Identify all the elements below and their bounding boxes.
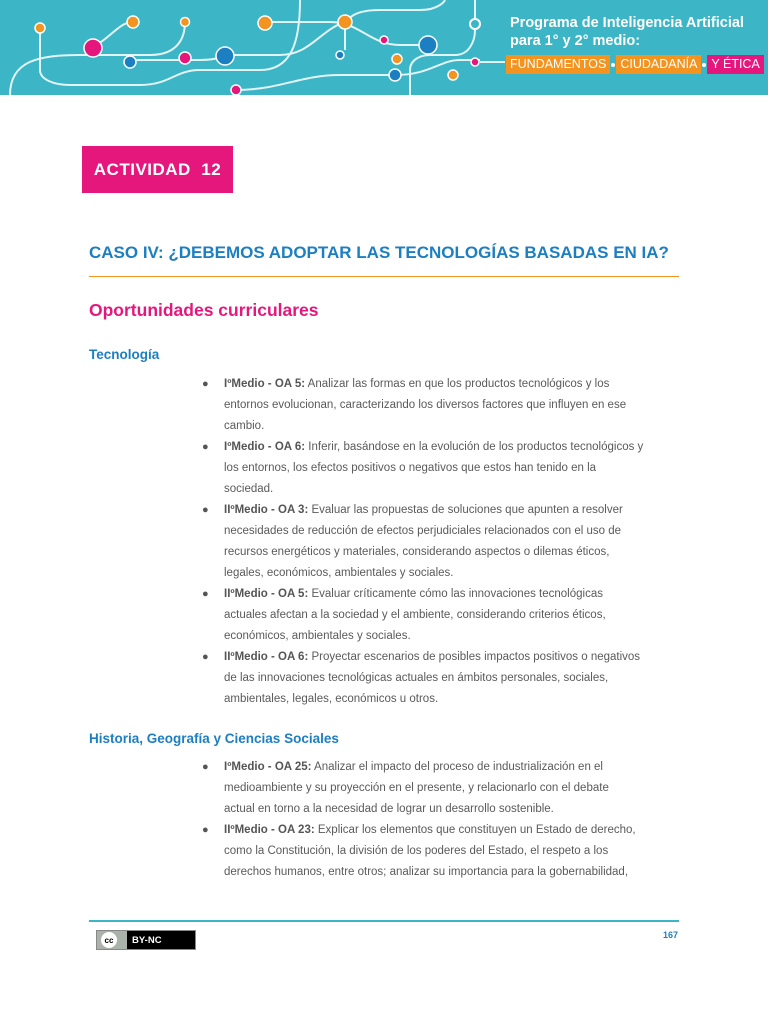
objective-text-line: actuales afectan a la sociedad y el ambiente, considerando criterios éticos, (224, 609, 606, 621)
tag-ciudadania: CIUDADANÍA (616, 55, 701, 74)
objective-text-line: sociedad. (224, 483, 274, 495)
objective-text-line: actual en torno a la necesidad de lograr un desarrollo sostenible. (224, 803, 554, 815)
objective-item (200, 584, 680, 647)
objective-text-line: medioambiente y su proyección en el presente, y relacionarlo con el debate (224, 782, 609, 794)
objective-text-line: ambientales, legales, económicos u otros. (224, 693, 439, 705)
activity-badge (82, 146, 233, 193)
objective-text-line: Proyectar escenarios de posibles impactos positivos o negativos (311, 651, 641, 663)
objective-text-line: Explicar los elementos que constituyen un Estado de derecho, (317, 824, 636, 836)
objective-code: IºMedio - OA 6: (224, 441, 306, 453)
page-number: 167 (662, 930, 678, 940)
activity-label: ACTIVIDAD 12 (93, 159, 222, 179)
objective-text-line: Evaluar críticamente cómo las innovaciones tecnológicas (311, 588, 603, 600)
subject-heading-historia: Historia, Geografía y Ciencias Sociales (89, 731, 339, 746)
objective-text-line: legales, económicos, ambientales y sociales. (224, 567, 454, 579)
objective-code: IIºMedio - OA 3: (224, 504, 309, 516)
objective-code: IIºMedio - OA 5: (224, 588, 309, 600)
creative-commons-icon: cc (101, 932, 117, 948)
bullet-icon: ● (202, 504, 209, 516)
bullet-icon: ● (202, 441, 209, 453)
tag-separator (611, 63, 615, 67)
subject-heading-tecnologia: Tecnología (89, 347, 160, 362)
objective-code: IIºMedio - OA 6: (224, 651, 309, 663)
objective-item (200, 374, 680, 437)
license-icon-area (97, 931, 127, 949)
bullet-icon: ● (202, 588, 209, 600)
objectives-list-tecnologia (200, 374, 680, 710)
objective-item (200, 757, 680, 820)
objective-text-line: Analizar el impacto del proceso de industrialización en el (314, 761, 603, 773)
objective-text-line: Analizar las formas en que los productos tecnológicos y los (307, 378, 610, 390)
bullet-icon: ● (202, 378, 209, 390)
objective-text-line: los entornos, los efectos positivos o negativos que estos han tenido en la (224, 462, 597, 474)
objectives-list-historia (200, 757, 680, 883)
objective-text-line: económicos, ambientales y sociales. (224, 630, 411, 642)
tag-etica: Y ÉTICA (707, 55, 763, 74)
objective-text-line: necesidades de reducción de efectos perjudiciales relacionados con el uso de (224, 525, 622, 537)
footer-divider (89, 920, 679, 922)
objective-code: IºMedio - OA 5: (224, 378, 306, 390)
license-badge (96, 930, 196, 950)
license-label: BY-NC (132, 934, 162, 946)
objective-item (200, 500, 680, 584)
bullet-icon: ● (202, 761, 209, 773)
objective-item (200, 820, 680, 883)
tag-separator (702, 63, 706, 67)
objective-item (200, 437, 680, 500)
program-title-line2: para 1° y 2° medio: (510, 33, 641, 49)
objective-text-line: de las innovaciones tecnológicas actuales en ámbitos personales, sociales, (224, 672, 609, 684)
objective-text-line: Inferir, basándose en la evolución de los productos tecnológicos y (308, 441, 644, 453)
objective-code: IIºMedio - OA 23: (224, 824, 315, 836)
objective-text-line: derechos humanos, entre otros; analizar su importancia para la gobernabilidad, (224, 866, 629, 878)
objective-text-line: entornos evolucionan, caracterizando los diversos factores que influyen en ese (224, 399, 627, 411)
section-title: Oportunidades curriculares (89, 300, 319, 320)
header-banner (0, 0, 768, 95)
case-title: CASO IV: ¿DEBEMOS ADOPTAR LAS TECNOLOGÍAS BASADAS EN IA? (89, 243, 669, 262)
program-title (510, 14, 744, 50)
objective-item (200, 647, 680, 710)
bullet-icon: ● (202, 651, 209, 663)
objective-text-line: recursos energéticos y materiales, considerando aspectos o dilemas éticos, (224, 546, 610, 558)
program-title-line1: Programa de Inteligencia Artificial (510, 15, 744, 31)
objective-code: IºMedio - OA 25: (224, 761, 312, 773)
objective-text-line: como la Constitución, la división de los poderes del Estado, el respeto a los (224, 845, 609, 857)
bullet-icon: ● (202, 824, 209, 836)
objective-text-line: cambio. (224, 420, 265, 432)
tag-fundamentos: FUNDAMENTOS (506, 55, 610, 74)
case-title-divider (89, 276, 679, 277)
program-tags (506, 55, 764, 74)
objective-text-line: Evaluar las propuestas de soluciones que apunten a resolver (311, 504, 623, 516)
